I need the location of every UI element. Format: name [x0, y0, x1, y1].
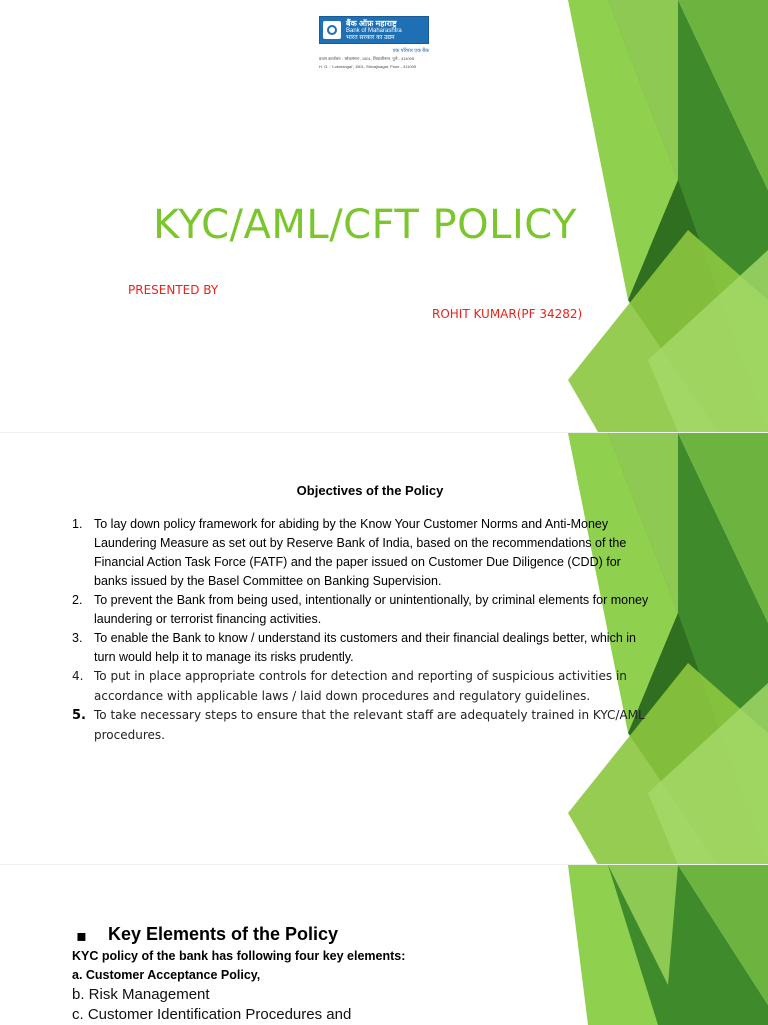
logo-sub: भारत सरकार का उद्यम: [346, 34, 395, 41]
list-number: 2.: [72, 593, 83, 607]
logo-address-hi: प्रधान कार्यालय : 'लोकमंगल', 1501, शिवाजीनगर, पुणे - 411005: [319, 56, 415, 61]
list-text: To lay down policy framework for abiding by the Know Your Customer Norms and Anti-Money Laundering Measure as set out by Reserve Bank of India, based on the recommendations of the Financial Action Task Force (FATF) and the paper issued on Customer Due Diligence (CDD) for banks issued by the Basel Committee on Banking Supervision.: [94, 517, 627, 588]
logo-tagline: एक परिवार एक बैंक: [392, 48, 429, 54]
key-element-line: b. Risk Management: [72, 986, 210, 1003]
bank-emblem-icon: [323, 21, 341, 39]
list-text: To take necessary steps to ensure that the relevant staff are adequately trained in KYC/AML procedures.: [94, 708, 645, 742]
list-item: [72, 706, 652, 745]
logo-address-en: H. O. : 'Lokmangal', 1501, Shivajinagar, Pune - 411005: [319, 64, 417, 69]
list-item: [72, 629, 652, 667]
key-element-line: c. Customer Identification Procedures and: [72, 1006, 352, 1023]
list-number: 5.: [72, 708, 86, 723]
logo-english-name: Bank of Maharashtra: [346, 27, 402, 34]
list-text: To enable the Bank to know / understand its customers and their financial dealings better, which in turn would help it to manage its risks prudently.: [94, 631, 636, 664]
objectives-heading: Objectives of the Policy: [296, 483, 444, 498]
slide-objectives: [0, 432, 768, 865]
slide-title: [0, 0, 768, 432]
list-item: [72, 591, 652, 629]
bank-logo: [319, 16, 429, 70]
key-elements-body: [72, 947, 405, 1025]
list-text: To prevent the Bank from being used, intentionally or unintentionally, by criminal elements for money laundering or terrorist financing activities.: [94, 593, 649, 626]
presenter-name: ROHIT KUMAR(PF 34282): [432, 307, 583, 321]
list-number: 1.: [72, 517, 83, 531]
list-text: To put in place appropriate controls for detection and reporting of suspicious activities in accordance with applicable laws / laid down procedures and regulatory guidelines.: [94, 669, 627, 703]
list-number: 4.: [72, 669, 84, 683]
list-number: 3.: [72, 631, 83, 645]
slide-title-text: KYC/AML/CFT POLICY: [153, 202, 577, 248]
green-facets-decoration: [568, 865, 768, 1025]
logo-badge: [319, 16, 429, 44]
bullet-icon: ▪: [76, 926, 87, 945]
list-item: [72, 515, 652, 591]
presented-by-label: PRESENTED BY: [128, 283, 219, 297]
key-element-line: a. Customer Acceptance Policy,: [72, 968, 261, 982]
objectives-list: [72, 515, 652, 745]
key-elements-intro: KYC policy of the bank has following four key elements:: [72, 949, 406, 963]
key-elements-heading: Key Elements of the Policy: [108, 924, 339, 944]
logo-hindi-name: बैंक ऑफ़ महाराष्ट्र: [346, 18, 397, 28]
list-item: [72, 667, 652, 706]
